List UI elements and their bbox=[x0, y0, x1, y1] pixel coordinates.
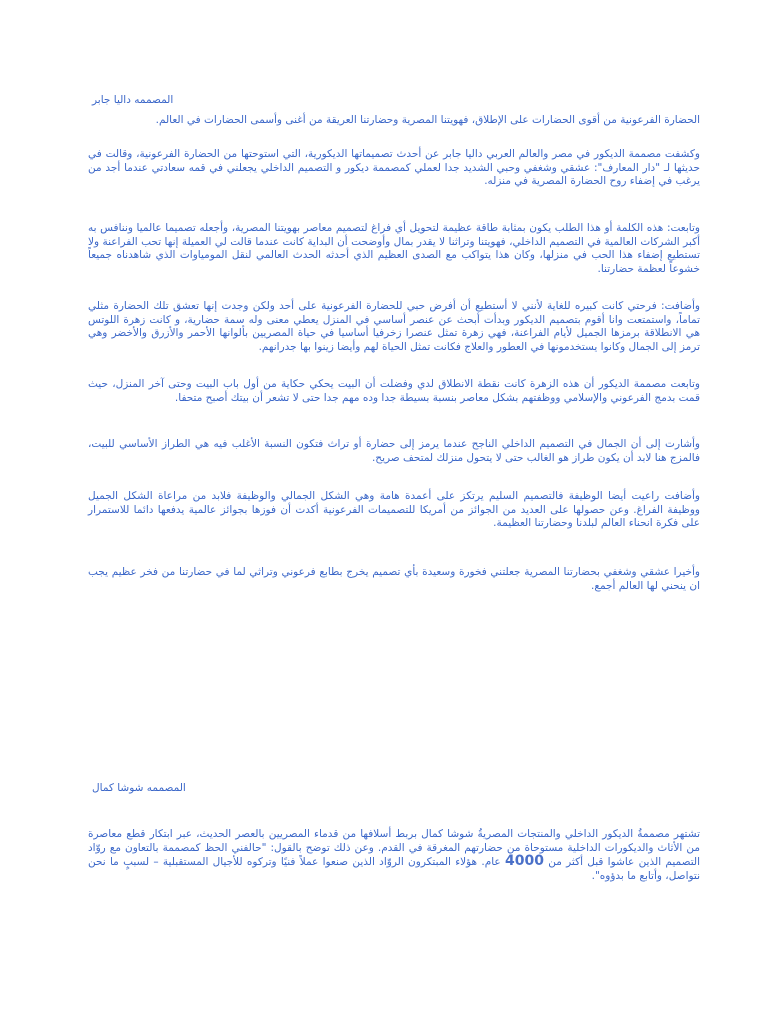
paragraph-4: وأضافت: فرحتي كانت كبيره للغاية لأنني لا أستطيع أن أفرض حبي للحضارة الفرعونية على أحد ولكن وجدت إنها تعشق تلك الحضارة مثلي تماماً، واستمتعت وانا أقوم بتصميم الديكور وبدأت أبحث عن عنصر أساسي في المنزل يعطي معنى وله سمة حضارية، و كانت زهرة اللوتس هي الانطلاقة برمزها الجميل لأيام الفراعنة، فهي زهرة تمثل عنصرا زخرفيا أساسيا في حياة المصريين بألوانها الأحمر والأزرق والأخضر وهي ترمز إلى الجمال وكانوا يستخدمونها في العطور والعلاج فكانت تمثل الحياة لهم وأيضا زينوا بها جدرانهم. bbox=[88, 300, 700, 353]
year-number: 4000 bbox=[504, 853, 544, 869]
paragraph-shosha-part1: تشتهر مصممةُ الديكور الداخلي والمنتجات المصريةُ شوشا كمال بربط أسلافها من قدماء المصريين بالعصر الحديث، عبر ابتكار قطع معاصرة من الأثاث والديكورات الداخلية مستوحاة من حضارتهم المغرقة في القدم. وعن ذلك توضح بالقول: "حالفني الحظ كمصممة بالتعاون مع روّاد التصميم الذين عاشوا قبل أكثر من bbox=[88, 828, 701, 868]
paragraph-2: وكشفت مصممة الديكور في مصر والعالم العربي داليا جابر عن أحدث تصميماتها الديكورية، التي استوحتها من الحضارة الفرعونية، وقالت في حديثها لـ "دار المعارف": عشقي وشغفي وحبي الشديد جدا لعملي كمصممة ديكور و التصميم الداخلي يجعلني في قمه سعادتي عندما أجد من يرغب في إضفاء روح الحضارة المصرية في منزله. bbox=[88, 148, 700, 187]
section-heading-shosha: المصممه شوشا كمال bbox=[92, 782, 186, 794]
paragraph-5: وتابعت مصممة الديكور أن هذه الزهرة كانت نقطة الانطلاق لدي وفضلت أن البيت يحكي حكاية من أول باب البيت وحتى آخر المنزل، حيث قمت بدمج الفرعوني والإسلامي ووظفتهم بشكل معاصر بنسبة بسيطة جدا وده مهم جدا حتى لا تشعر أن بيتك أصبح متحفا. bbox=[88, 378, 700, 404]
paragraph-8: وأخيرا عشقي وشغفي بحضارتنا المصرية جعلتني فخورة وسعيدة بأي تصميم يخرج بطابع فرعوني وتراثي لما في حضارتنا من فخر عظيم يجب ان ينحني لها العالم أجمع. bbox=[88, 566, 700, 592]
paragraph-shosha-part2: عام. هؤلاء المبتكرون الروّاد الذين صنعوا عملاً فنيًا وتركوه للأجيال المستقبلية – لسببٍ ما نحن نتواصل، وأتابع ما بدؤوه". bbox=[88, 856, 700, 882]
paragraph-7: وأضافت راعيت أيضا الوظيفة فالتصميم السليم يرتكز على أعمدة هامة وهي الشكل الجمالي والوظيفة فلابد من مراعاة الشكل الجميل ووظيفة الفراغ. وعن حصولها على العديد من الجوائز من أمريكا للتصميمات الفرعونية أكدت أن فوزها بجوائز عالمية يدفعها دائما للاستمرار على فكرة انحناء العالم لبلدنا وحضارتنا العظيمة. bbox=[88, 490, 700, 529]
paragraph-shosha bbox=[88, 828, 700, 883]
paragraph-3: وتابعت: هذه الكلمة أو هذا الطلب يكون بمثابة طاقة عظيمة لتحويل أي فراغ لتصميم معاصر بهويتنا المصرية، وأجعله تصميما عالميا وننافس به أكبر الشركات العالمية في التصميم الداخلي، فهويتنا وتراثنا لا يقدر بمال وأوضحت أن البداية كانت عندما قالت لي العميلة إنها تحب الفراعنة ولا تستطيع إضفاء هذا الحب في منزلها، وكان هذا يتواكب مع الصدى العظيم الذي أحدثه الحدث العالمي لنقل المومياوات الذي شاهدناه جميعاً خشوعاً لعظمة حضارتنا. bbox=[88, 222, 700, 275]
paragraph-6: وأشارت إلى أن الجمال في التصميم الداخلي الناجح عندما يرمز إلى حضارة أو تراث فتكون النسبة الأغلب فيه هي الطراز الأساسي للبيت، فالمزج هنا لابد أن يكون طراز هو الغالب حتى لا يتحول منزلك لمتحف صريح. bbox=[88, 438, 700, 464]
paragraph-1: الحضارة الفرعونية من أقوى الحضارات على الإطلاق، فهويتنا المصرية وحضارتنا العريقة من أغنى وأسمى الحضارات في العالم. bbox=[155, 114, 700, 126]
section-heading-dalia: المصممه داليا جابر bbox=[92, 94, 174, 106]
